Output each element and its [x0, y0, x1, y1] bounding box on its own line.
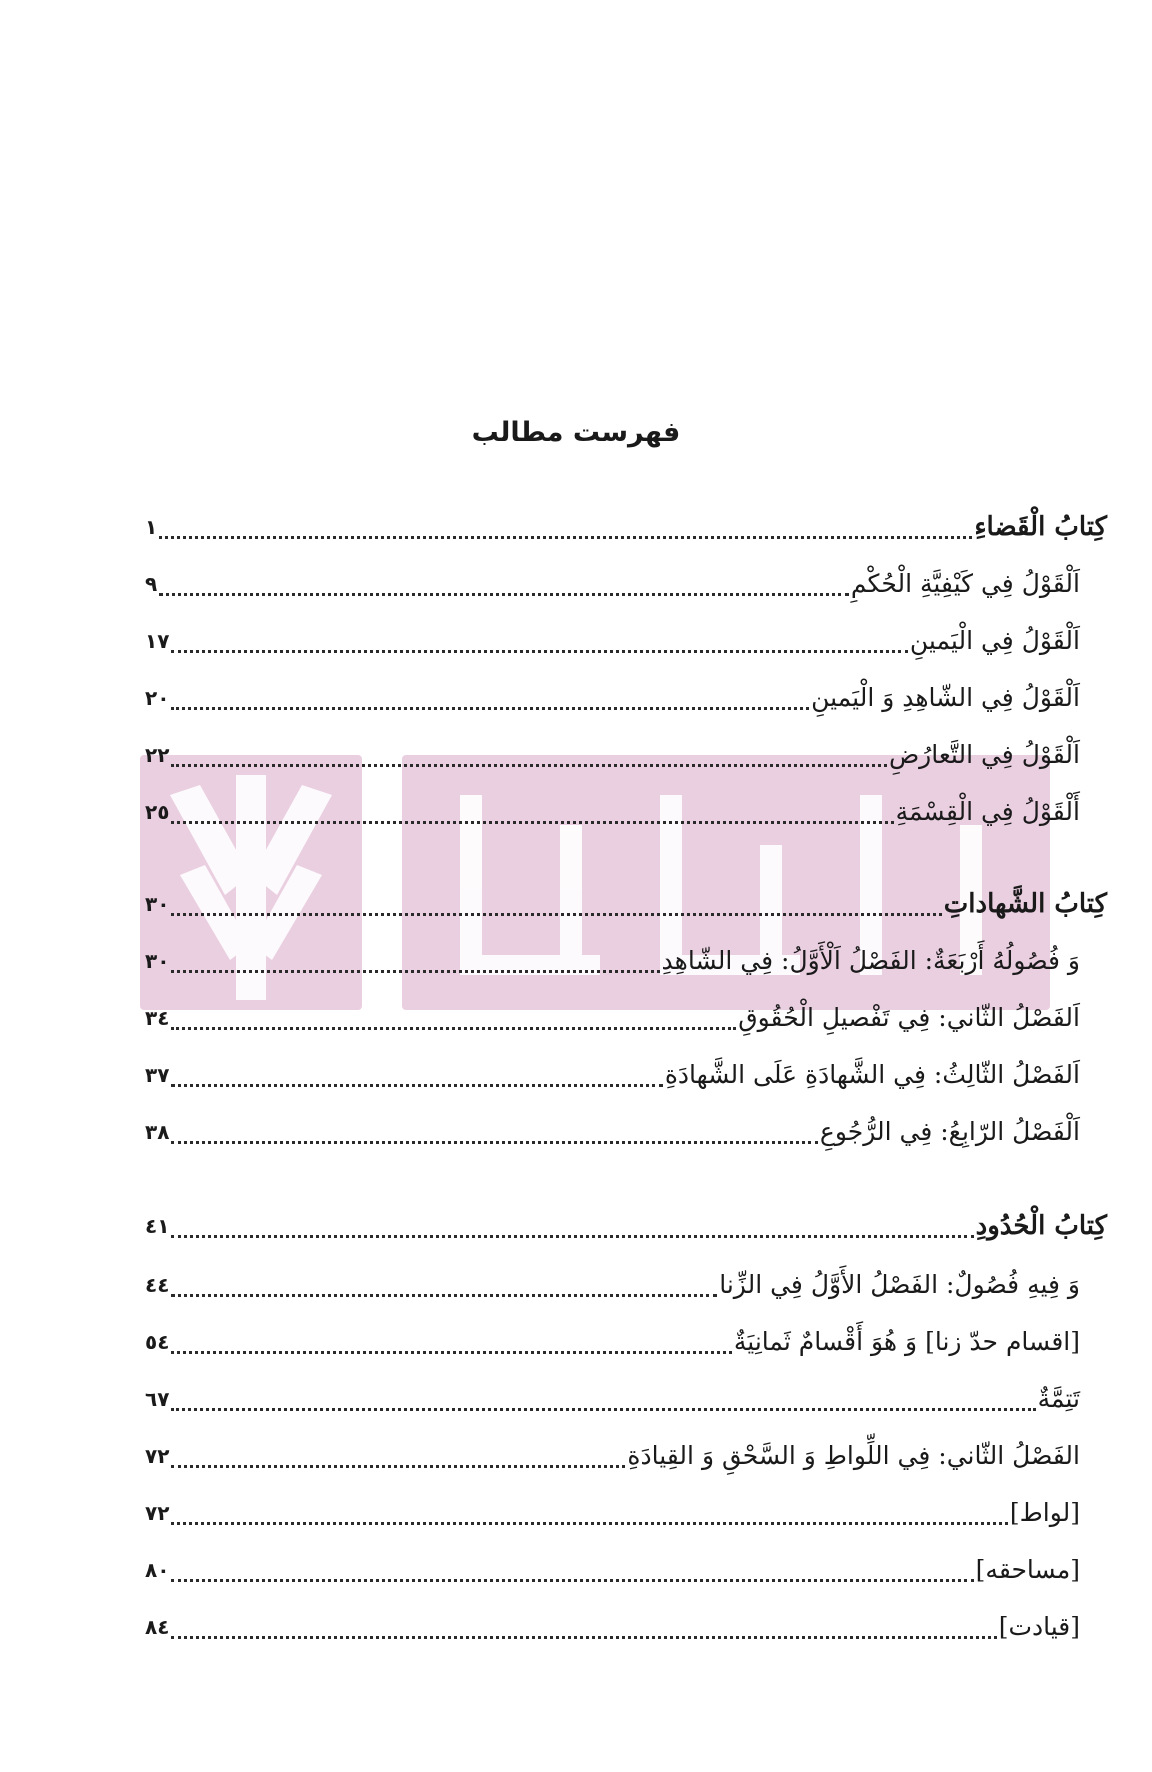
toc-entry	[145, 1053, 1080, 1097]
dot-leader	[171, 1141, 817, 1144]
toc-entry-label: [اقسام حدّ زنا] وَ هُوَ أَقْسامٌ ثَمانِيَةٌ	[733, 1327, 1080, 1356]
dot-leader	[171, 1408, 1035, 1411]
toc-page-number: ٤٤	[145, 1273, 170, 1297]
toc-entry-label: أَلْقَوْلُ فِي الْقِسْمَةِ	[895, 797, 1080, 826]
toc-page-number: ٣٠	[145, 949, 170, 973]
toc-page-number: ٨٠	[145, 1558, 170, 1582]
toc-entry	[145, 676, 1080, 720]
dot-leader	[171, 1636, 996, 1639]
toc-page-number: ٧٢	[145, 1444, 170, 1468]
toc-entry-label: اَلْقَوْلُ فِي الشّاهِدِ وَ الْيَمينِ	[811, 683, 1080, 712]
dot-leader	[171, 1465, 625, 1468]
toc-page-number: ٥٤	[145, 1330, 170, 1354]
toc-heading-hudud	[145, 1204, 1107, 1248]
toc-page-number: ٣٤	[145, 1006, 170, 1030]
toc-entry	[145, 1263, 1080, 1307]
dot-leader	[171, 913, 941, 916]
toc-entry	[145, 1320, 1080, 1364]
dot-leader	[171, 1084, 662, 1087]
page-title: فهرست مطالب	[471, 417, 681, 448]
toc-entry	[145, 939, 1080, 983]
toc-entry	[145, 619, 1080, 663]
toc-entry	[145, 1377, 1080, 1421]
dot-leader	[171, 821, 893, 824]
toc-heading-label: كِتابُ الْقَضاءِ	[974, 512, 1107, 542]
toc-entry-label: اَلْفَصْلُ الرّابِعُ: فِي الرُّجُوعِ	[819, 1117, 1080, 1146]
toc-page-number: ١	[145, 515, 158, 539]
toc-heading-label: كِتابُ الْحُدُودِ	[975, 1211, 1107, 1241]
dot-leader	[171, 707, 809, 710]
toc-page-number: ٨٤	[145, 1615, 170, 1639]
toc-page-number: ٣٧	[145, 1063, 170, 1087]
dot-leader	[159, 536, 972, 539]
dot-leader	[171, 1351, 731, 1354]
toc-entry	[145, 1605, 1080, 1649]
toc-page-number: ٣٨	[145, 1120, 170, 1144]
dot-leader	[171, 1294, 717, 1297]
toc-entry-label: اَلْقَوْلُ فِي كَيْفِيَّةِ الْحُكْمِ	[850, 569, 1080, 598]
dot-leader	[171, 1027, 736, 1030]
toc-entry	[145, 1491, 1080, 1535]
toc-entry-label: اَلفَصْلُ الثّاني: فِي تَفْصيلِ الْحُقُوقِ	[738, 1003, 1080, 1032]
toc-page-number: ٢٥	[145, 800, 170, 824]
dot-leader	[171, 650, 907, 653]
toc-entry-label: [مساحقه]	[975, 1555, 1080, 1584]
toc-page-number: ١٧	[145, 629, 170, 653]
toc-entry-label: اَلْقَوْلُ فِي التَّعارُضِ	[888, 740, 1080, 769]
toc-entry-label: اَلفَصْلُ الثّالِثُ: فِي الشَّهادَةِ عَلَى الشَّهادَةِ	[664, 1060, 1080, 1089]
toc-page-number: ٣٠	[145, 892, 170, 916]
toc-entry-label: اَلْقَوْلُ فِي الْيَمينِ	[909, 626, 1080, 655]
toc-page-number: ٢٢	[145, 743, 170, 767]
toc-entry-label: [قيادت]	[998, 1612, 1080, 1641]
dot-leader	[171, 1579, 973, 1582]
toc-entry-label: تَتِمَّةٌ	[1037, 1384, 1080, 1413]
toc-page-number: ٤١	[145, 1214, 170, 1238]
toc-page-number: ٩	[145, 572, 158, 596]
toc-entry	[145, 733, 1080, 777]
toc-page-number: ٢٠	[145, 686, 170, 710]
toc-entry	[145, 1434, 1080, 1478]
toc-entry	[145, 1110, 1080, 1154]
toc-page-number: ٦٧	[145, 1387, 170, 1411]
toc-page-number: ٧٢	[145, 1501, 170, 1525]
dot-leader	[171, 1235, 973, 1238]
toc-heading-shahadat	[145, 882, 1107, 926]
toc-entry	[145, 790, 1080, 834]
toc-heading-label: كِتابُ الشَّهاداتِ	[943, 889, 1107, 919]
toc-entry-label: وَ فُصُولُهُ أَرْبَعَةٌ: الفَصْلُ اَلْأَوَّلُ: فِي الشّاهِدِ	[661, 946, 1080, 975]
toc-entry	[145, 1548, 1080, 1592]
dot-leader	[159, 593, 849, 596]
toc-entry	[145, 562, 1080, 606]
toc-heading-qada	[145, 505, 1107, 549]
toc-entry-label: وَ فِيهِ فُصُولٌ: الفَصْلُ الأَوَّلُ فِي الزِّنا	[719, 1270, 1080, 1299]
dot-leader	[171, 970, 659, 973]
toc-entry-label: [لواط]	[1009, 1498, 1080, 1527]
dot-leader	[171, 764, 887, 767]
toc-entry-label: الفَصْلُ الثّاني: فِي اللِّواطِ وَ السَّحْقِ وَ القِيادَةِ	[627, 1441, 1080, 1470]
toc-entry	[145, 996, 1080, 1040]
dot-leader	[171, 1522, 1007, 1525]
